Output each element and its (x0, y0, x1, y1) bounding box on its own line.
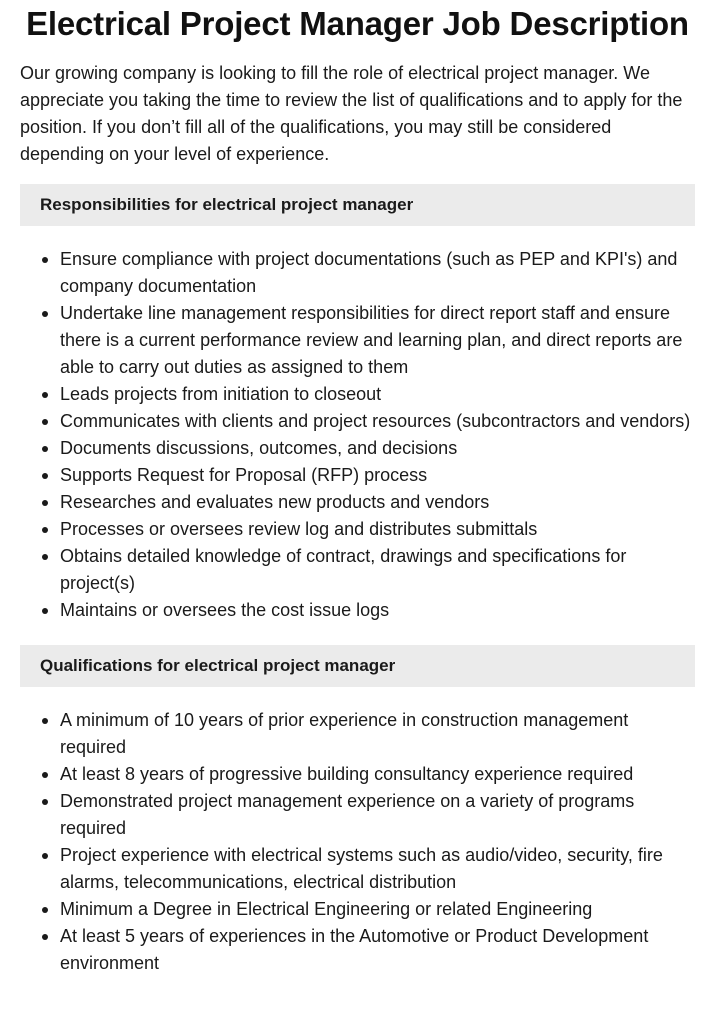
list-item: At least 5 years of experiences in the Automotive or Product Development environment (60, 923, 695, 977)
list-item: Ensure compliance with project documentations (such as PEP and KPI's) and company documentation (60, 246, 695, 300)
list-item: Maintains or oversees the cost issue logs (60, 597, 695, 624)
list-item: Undertake line management responsibilities for direct report staff and ensure there is a current performance review and learning plan, and direct reports are able to carry out duties as assigned to them (60, 300, 695, 381)
list-item: Documents discussions, outcomes, and decisions (60, 435, 695, 462)
qualifications-heading: Qualifications for electrical project manager (20, 645, 695, 687)
list-item: Leads projects from initiation to closeout (60, 381, 695, 408)
list-item: Researches and evaluates new products and vendors (60, 489, 695, 516)
list-item: Communicates with clients and project resources (subcontractors and vendors) (60, 408, 695, 435)
responsibilities-heading: Responsibilities for electrical project manager (20, 184, 695, 226)
page-title: Electrical Project Manager Job Description (26, 5, 689, 42)
qualifications-list (20, 707, 695, 977)
list-item: Supports Request for Proposal (RFP) process (60, 462, 695, 489)
list-item: Obtains detailed knowledge of contract, drawings and specifications for project(s) (60, 543, 695, 597)
intro-paragraph: Our growing company is looking to fill the role of electrical project manager. We appreciate you taking the time to review the list of qualifications and to apply for the position. If you don’t fill all of the qualifications, you may still be considered depending on your level of experience. (20, 63, 683, 164)
responsibilities-list (20, 246, 695, 624)
list-item: Project experience with electrical systems such as audio/video, security, fire alarms, telecommunications, electrical distribution (60, 842, 695, 896)
list-item: Demonstrated project management experience on a variety of programs required (60, 788, 695, 842)
list-item: At least 8 years of progressive building consultancy experience required (60, 761, 695, 788)
list-item: Minimum a Degree in Electrical Engineering or related Engineering (60, 896, 695, 923)
list-item: Processes or oversees review log and distributes submittals (60, 516, 695, 543)
list-item: A minimum of 10 years of prior experience in construction management required (60, 707, 695, 761)
